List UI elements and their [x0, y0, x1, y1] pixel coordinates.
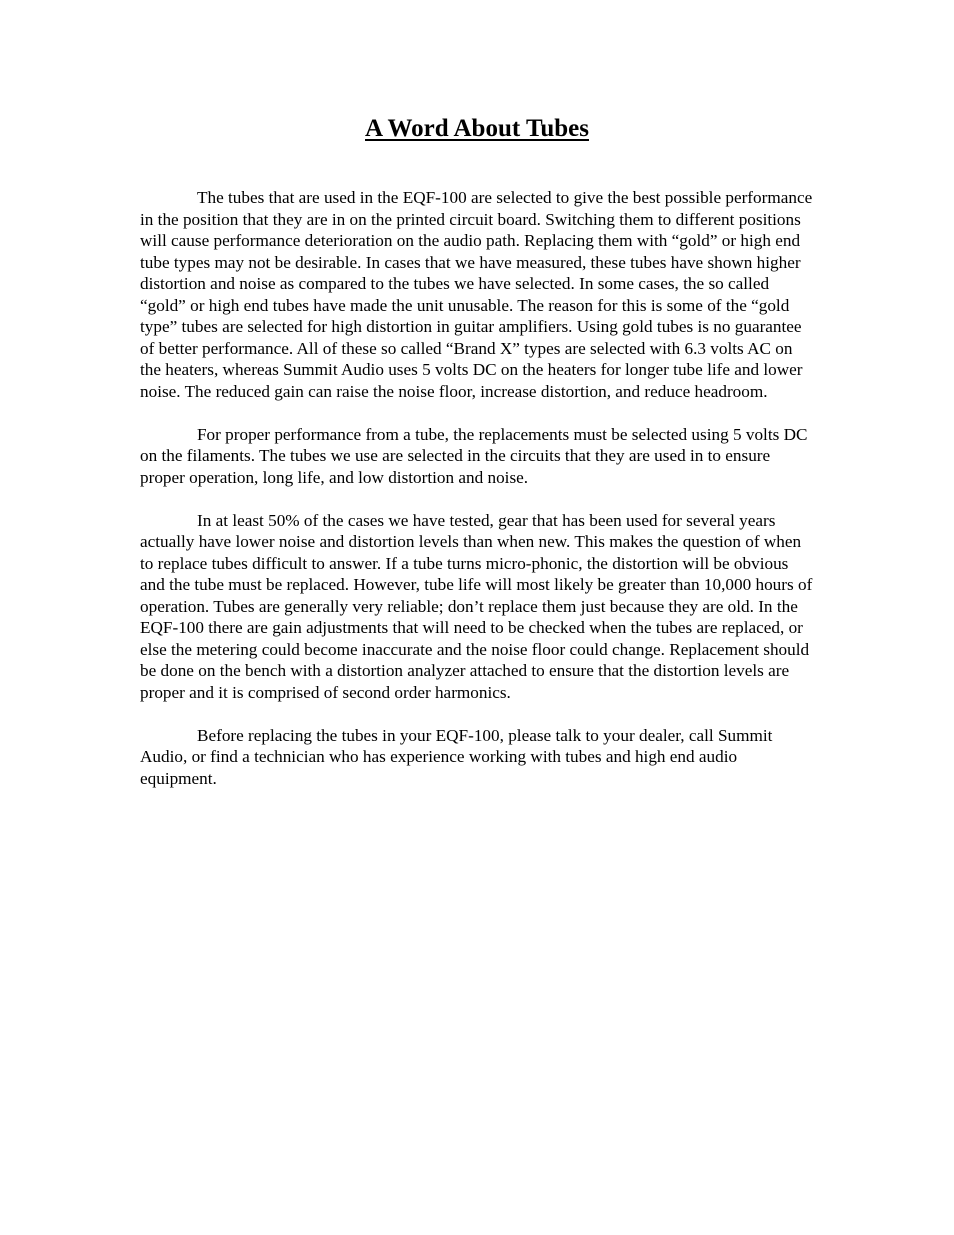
document-body: [140, 187, 814, 811]
paragraph-2: For proper performance from a tube, the replacements must be selected using 5 volts DC on the filaments. The tubes we use are selected in the circuits that they are used in to ensure proper operation, long life, and low distortion and noise.: [140, 424, 808, 487]
paragraph-1: The tubes that are used in the EQF-100 are selected to give the best possible performance in the position that they are in on the printed circuit board. Switching them to different positions will cause performance deterioration on the audio path. Replacing them with “gold” or high end tube types may not be desirable. In cases that we have measured, these tubes have shown higher distortion and noise as compared to the tubes we have selected. In some cases, the so called “gold” or high end tubes have made the unit unusable. The reason for this is some of the “gold type” tubes are selected for high distortion in guitar amplifiers. Using gold tubes is no guarantee of better performance. All of these so called “Brand X” types are selected with 6.3 volts AC on the heaters, whereas Summit Audio uses 5 volts DC on the heaters for longer tube life and lower noise. The reduced gain can raise the noise floor, increase distortion, and reduce headroom.: [140, 188, 813, 401]
paragraph-4: Before replacing the tubes in your EQF-100, please talk to your dealer, call Summit Audio, or find a technician who has experience working with tubes and high end audio equipment.: [140, 725, 773, 788]
page-title: A Word About Tubes: [365, 115, 589, 142]
paragraph-3: In at least 50% of the cases we have tested, gear that has been used for several years actually have lower noise and distortion levels than when new. This makes the question of when to replace tubes difficult to answer. If a tube turns micro-phonic, the distortion will be obvious and the tube must be replaced. However, tube life will most likely be greater than 10,000 hours of operation. Tubes are generally very reliable; don’t replace them just because they are old. In the EQF-100 there are gain adjustments that will need to be checked when the tubes are replaced, or else the metering could become inaccurate and the noise floor could change. Replacement should be done on the bench with a distortion analyzer attached to ensure that the distortion levels are proper and it is comprised of second order harmonics.: [140, 510, 813, 702]
